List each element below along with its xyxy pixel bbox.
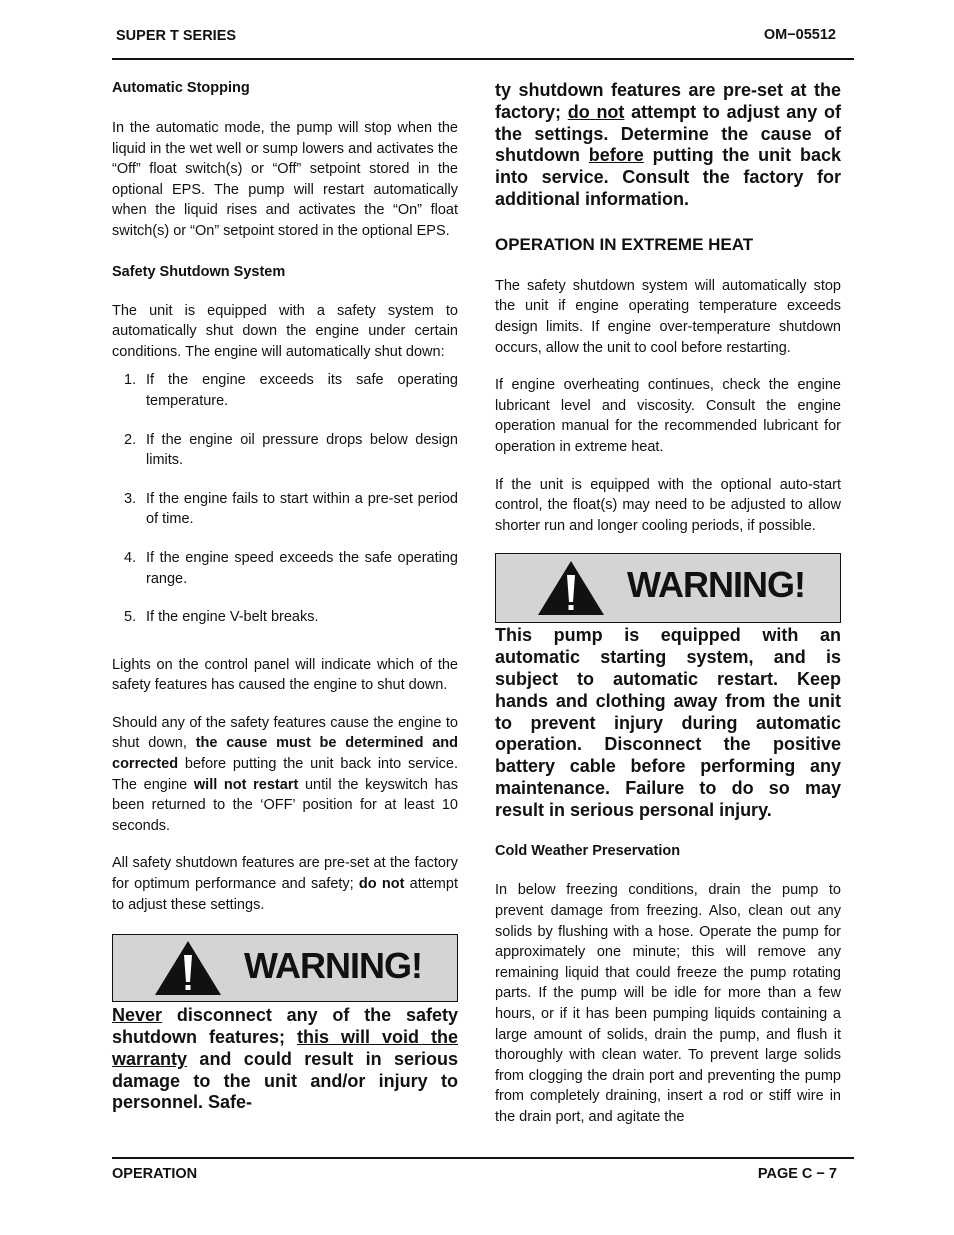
warning-banner	[495, 553, 841, 623]
list-item: 5. If the engine V-belt breaks.	[124, 609, 319, 626]
list-item: 3. If the engine fails to start within a pre-set period of time.	[124, 490, 458, 528]
header-doc-number: OM−05512	[763, 27, 836, 43]
warning-label: WARNING!	[244, 945, 422, 987]
right-column	[495, 80, 841, 1128]
list-item: 1. If the engine exceeds its safe operating temperature.	[124, 372, 458, 409]
footer-section: OPERATION	[112, 1166, 198, 1182]
warning-banner	[112, 934, 458, 1002]
footer-rule	[112, 1157, 854, 1159]
extreme-heat-paragraph-1: The safety shutdown system will automatically stop the unit if engine operating temperature exceeds design limits. If engine over-temperature shutdown occurs, allow the unit to cool before restarting.	[495, 277, 841, 356]
warning-label: WARNING!	[627, 564, 805, 606]
warning-text-1-continued: ty shutdown features are pre-set at the factory; do not attempt to adjust any of the settings. Determine the cause of shutdown before putting the unit back into service. Consult the factory for additional information.	[495, 80, 842, 209]
automatic-stopping-paragraph: In the automatic mode, the pump will stop when the liquid in the wet well or sump lowers and activates the “Off” float switch(s) or “Off” setpoint stored in the optional EPS. The pump will restart automatically when the liquid rises and activates the “On” float switch(s) or “On” setpoint stored in the optional EPS.	[112, 120, 458, 239]
cold-weather-paragraph: In below freezing conditions, drain the pump to prevent damage from freezing. Also, clean out any solids by flushing with a hose. Operate the pump for approximately one minute; this will remove any remaining liquid that could freeze the pump rotating parts. If the pump will be idle for more than a few hours, or if it has been pumping liquids containing a large amount of solids, drain the pump, and flush it thoroughly with clean water. To prevent large solids from clogging the drain port and preventing the pump from completely draining, insert a rod or stiff wire in the drain port, and agitate the	[495, 882, 841, 1126]
should-paragraph: Should any of the safety features cause the engine to shut down, the cause must be determined and corrected before putting the unit back into service. The engine will not restart until the keyswitch has been returned to the ‘OFF’ position for at least 10 seconds.	[112, 714, 458, 834]
warning-triangle-icon	[153, 939, 223, 997]
list-item: 2. If the engine oil pressure drops below design limits.	[124, 431, 458, 469]
safety-shutdown-heading: Safety Shutdown System	[112, 263, 286, 280]
lights-paragraph: Lights on the control panel will indicate which of the safety features has caused the engine to shut down.	[112, 656, 458, 694]
left-column	[112, 80, 458, 1114]
automatic-stopping-heading: Automatic Stopping	[112, 80, 250, 96]
all-safety-paragraph: All safety shutdown features are pre-set at the factory for optimum performance and safety; do not attempt to adjust these settings.	[112, 855, 458, 913]
shutdown-conditions-list	[112, 370, 458, 627]
warning-text-1: Never disconnect any of the safety shutdown features; this will void the warranty and could result in serious damage to the unit and/or injury to personnel. Safe-	[112, 1005, 458, 1113]
extreme-heat-paragraph-3: If the unit is equipped with the optional auto-start control, the float(s) may need to be adjusted to allow shorter run and longer cooling periods, if possible.	[495, 476, 841, 534]
warning-triangle-icon	[536, 558, 606, 618]
header-series: SUPER T SERIES	[116, 28, 237, 44]
warning-text-2: This pump is equipped with an automatic starting system, and is subject to automatic restart. Keep hands and clothing away from the unit to prevent injury during automatic operation. Disconnect the positive battery cable before performing any maintenance. Failure to do so may result in serious personal injury.	[495, 625, 841, 820]
header-rule	[112, 58, 854, 60]
safety-shutdown-paragraph: The unit is equipped with a safety system to automatically shut down the engine under certain conditions. The engine will automatically shut down:	[112, 302, 458, 360]
list-item: 4. If the engine speed exceeds the safe operating range.	[124, 549, 458, 587]
extreme-heat-paragraph-2: If engine overheating continues, check the engine lubricant level and viscosity. Consult the engine operation manual for the recommended lubricant for operation in extreme heat.	[495, 377, 841, 455]
footer-page-number: PAGE C − 7	[757, 1166, 837, 1182]
extreme-heat-heading: OPERATION IN EXTREME HEAT	[495, 234, 754, 254]
cold-weather-heading: Cold Weather Preservation	[495, 843, 681, 860]
